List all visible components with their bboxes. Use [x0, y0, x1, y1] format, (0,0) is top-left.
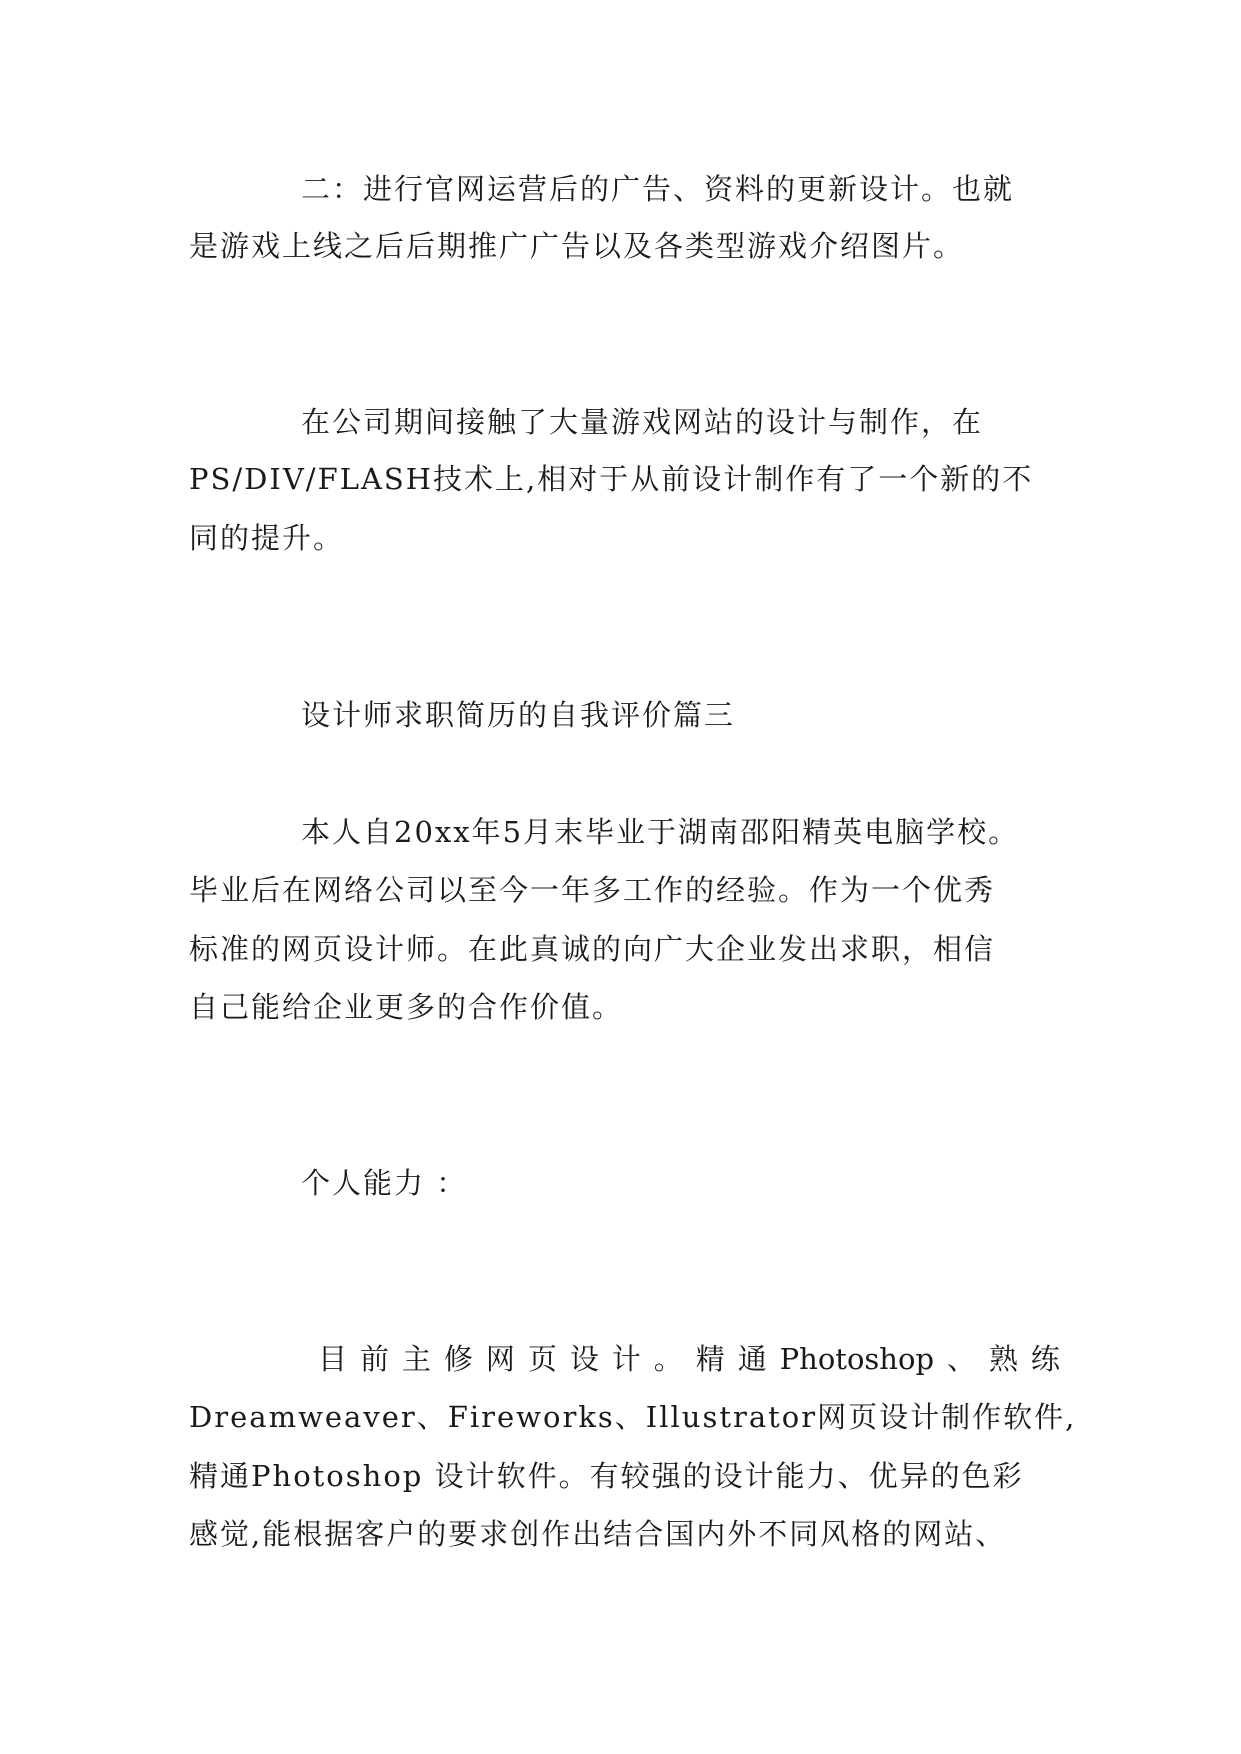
token: 页 — [527, 1342, 557, 1376]
token: 精 — [695, 1342, 725, 1376]
paragraph-3-line-2: 毕业后在网络公司以至今一年多工作的经验。作为一个优秀 — [189, 873, 996, 907]
token: 。 — [653, 1342, 683, 1376]
paragraph-4-line-3: 精通Photoshop 设计软件。有较强的设计能力、优异的色彩 — [189, 1459, 1024, 1493]
paragraph-4-line-1 — [318, 1339, 1060, 1379]
paragraph-4-line-2: Dreamweaver、Fireworks、Illustrator网页设计制作软件, — [189, 1400, 1077, 1434]
paragraph-4-line-4: 感觉,能根据客户的要求创作出结合国内外不同风格的网站、 — [189, 1517, 1007, 1551]
section-heading: 设计师求职简历的自我评价篇三 — [301, 698, 736, 732]
token: 主 — [401, 1342, 431, 1376]
ability-heading: 个人能力 ： — [301, 1166, 468, 1200]
paragraph-3-line-3: 标准的网页设计师。在此真诚的向广大企业发出求职，相信 — [189, 932, 996, 966]
token: 、 — [946, 1342, 976, 1376]
paragraph-2-line-3: 同的提升。 — [189, 521, 345, 555]
token: 设 — [569, 1342, 599, 1376]
paragraph-2-line-1: 在公司期间接触了大量游戏网站的设计与制作，在 — [301, 405, 984, 439]
paragraph-1-line-2: 是游戏上线之后后期推广广告以及各类型游戏介绍图片。 — [189, 229, 965, 263]
token: 目 — [318, 1342, 348, 1376]
paragraph-3-line-1: 本人自20xx年5月末毕业于湖南邵阳精英电脑学校。 — [301, 815, 1020, 849]
paragraph-3-line-4: 自己能给企业更多的合作价值。 — [189, 990, 624, 1024]
token: 熟 — [988, 1342, 1018, 1376]
paragraph-1-line-1: 二：进行官网运营后的广告、资料的更新设计。也就 — [301, 172, 1015, 206]
token: 练 — [1030, 1342, 1060, 1376]
token: 前 — [359, 1342, 389, 1376]
token: Photoshop — [779, 1342, 935, 1376]
paragraph-2-line-2: PS/DIV/FLASH技术上,相对于从前设计制作有了一个新的不 — [189, 462, 1034, 496]
token: 网 — [485, 1342, 515, 1376]
token: 计 — [611, 1342, 641, 1376]
token: 通 — [737, 1342, 767, 1376]
token: 修 — [443, 1342, 473, 1376]
